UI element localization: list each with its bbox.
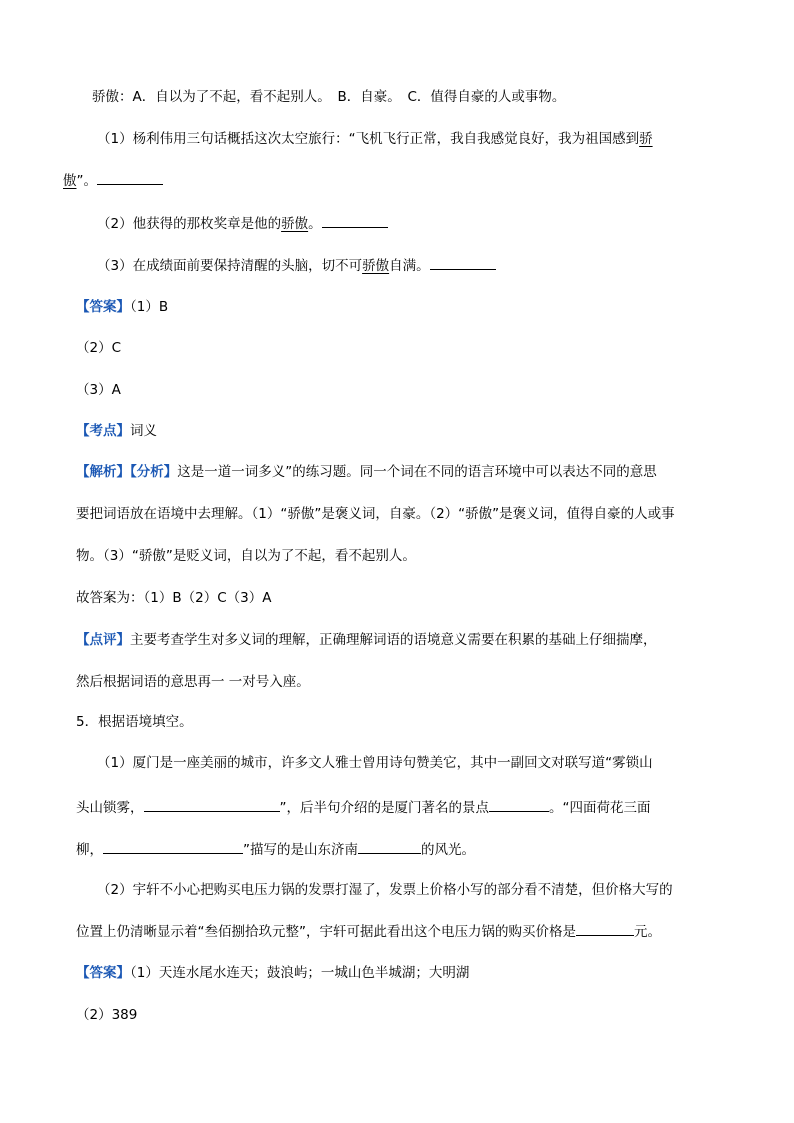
- q4-s3-post: 自满。: [389, 258, 430, 274]
- q5-p1-text-e: ”描写的是山东济南: [243, 842, 358, 858]
- q4-s1-word: 骄: [639, 131, 653, 147]
- q5-p2-text-a: 位置上仍清晰显示着“叁佰捌拾玖元整”，宇轩可据此看出这个电压力锅的购买价格是: [76, 924, 576, 940]
- answer-blank[interactable]: [358, 839, 421, 854]
- q5-p1-text-f: 的风光。: [421, 842, 475, 858]
- answer-blank[interactable]: [144, 797, 280, 812]
- q4-sentence-1: [97, 129, 653, 149]
- q4-answer-2: （2）C: [76, 340, 122, 356]
- answer-blank[interactable]: [322, 213, 388, 228]
- kaodian-tag: 【考点】: [76, 423, 130, 439]
- answer-tag: 【答案】: [76, 965, 130, 981]
- jiexi-text: 这是一道一词多义”的练习题。同一个词在不同的语言环境中可以表达不同的意思: [177, 464, 657, 480]
- q5-p1-text-b: ”，后半句介绍的是厦门著名的景点: [279, 800, 489, 816]
- q4-sentence-2: [97, 213, 388, 234]
- q5-p1-line2: [76, 797, 651, 818]
- answer-blank[interactable]: [576, 921, 634, 936]
- dianping-tag: 【点评】: [76, 632, 130, 648]
- q4-answer-3: （3）A: [76, 382, 121, 398]
- jiexi-tag: 【解析】【分析】: [76, 464, 178, 480]
- q4-dianping-2: 然后根据词语的意思再一 一对号入座。: [76, 674, 310, 690]
- q5-p1-text-a: 头山锁雾，: [76, 800, 144, 816]
- answer-tag: 【答案】: [76, 299, 130, 315]
- answer-text: （1）B: [130, 299, 169, 315]
- q4-s1-word-cont: 傲: [63, 173, 77, 189]
- q4-s1-text: （1）杨利伟用三句话概括这次太空旅行：“飞机飞行正常，我自我感觉良好，我为祖国感到: [97, 131, 640, 147]
- q4-s3-text: （3）在成绩面前要保持清醒的头脑，切不可: [97, 258, 363, 274]
- q4-sentence-1-cont: [63, 170, 163, 191]
- q4-s2-post: 。: [308, 216, 322, 232]
- answer-text: （1）天连水尾水连天；鼓浪屿；一城山色半城湖；大明湖: [130, 965, 470, 981]
- q5-p2-text-b: 元。: [634, 924, 661, 940]
- q5-p2-line1: （2）宇轩不小心把购买电压力锅的发票打湿了，发票上价格小写的部分看不清楚，但价格大写的: [97, 882, 673, 898]
- answer-blank[interactable]: [430, 255, 496, 270]
- q4-jiexi-1: [76, 462, 657, 482]
- answer-blank[interactable]: [97, 170, 163, 185]
- q4-s2-word: 骄傲: [281, 216, 309, 232]
- q5-p1-line1: （1）厦门是一座美丽的城市，许多文人雅士曾用诗句赞美它，其中一副回文对联写道“雾锁山: [97, 755, 653, 771]
- answer-blank[interactable]: [489, 797, 549, 812]
- q4-s2-text: （2）他获得的那枚奖章是他的: [97, 216, 282, 232]
- q4-s1-post: ”。: [76, 173, 97, 189]
- q4-dianping-1: [76, 630, 657, 650]
- q4-kaodian: [76, 421, 157, 441]
- q4-jiexi-2: 要把词语放在语境中去理解。（1）“骄傲”是褒义词，自豪。（2）“骄傲”是褒义词，值得自豪的人或事: [76, 506, 675, 522]
- q5-p1-text-d: 柳，: [76, 842, 103, 858]
- q4-definitions: 骄傲：A．自以为了不起，看不起别人。 B．自豪。 C．值得自豪的人或事物。: [92, 89, 566, 105]
- kaodian-text: 词义: [130, 423, 157, 439]
- q5-p2-line2: [76, 921, 661, 942]
- q5-p1-line3: [76, 839, 475, 860]
- q4-s3-word: 骄傲: [362, 258, 390, 274]
- q4-sentence-3: [97, 255, 496, 276]
- q4-jiexi-3: 物。（3）“骄傲”是贬义词，自以为了不起，看不起别人。: [76, 548, 416, 564]
- dianping-text: 主要考查学生对多义词的理解，正确理解词语的语境意义需要在积累的基础上仔细揣摩，: [130, 632, 657, 648]
- q5-answer: [76, 963, 469, 983]
- answer-blank[interactable]: [103, 839, 243, 854]
- q4-final-answer: 故答案为：（1）B（2）C（3）A: [76, 590, 272, 606]
- q4-answer: [76, 297, 168, 317]
- q5-title: 5．根据语境填空。: [76, 714, 193, 730]
- q5-answer-2: （2）389: [76, 1007, 138, 1023]
- q5-p1-text-c: 。“四面荷花三面: [549, 800, 651, 816]
